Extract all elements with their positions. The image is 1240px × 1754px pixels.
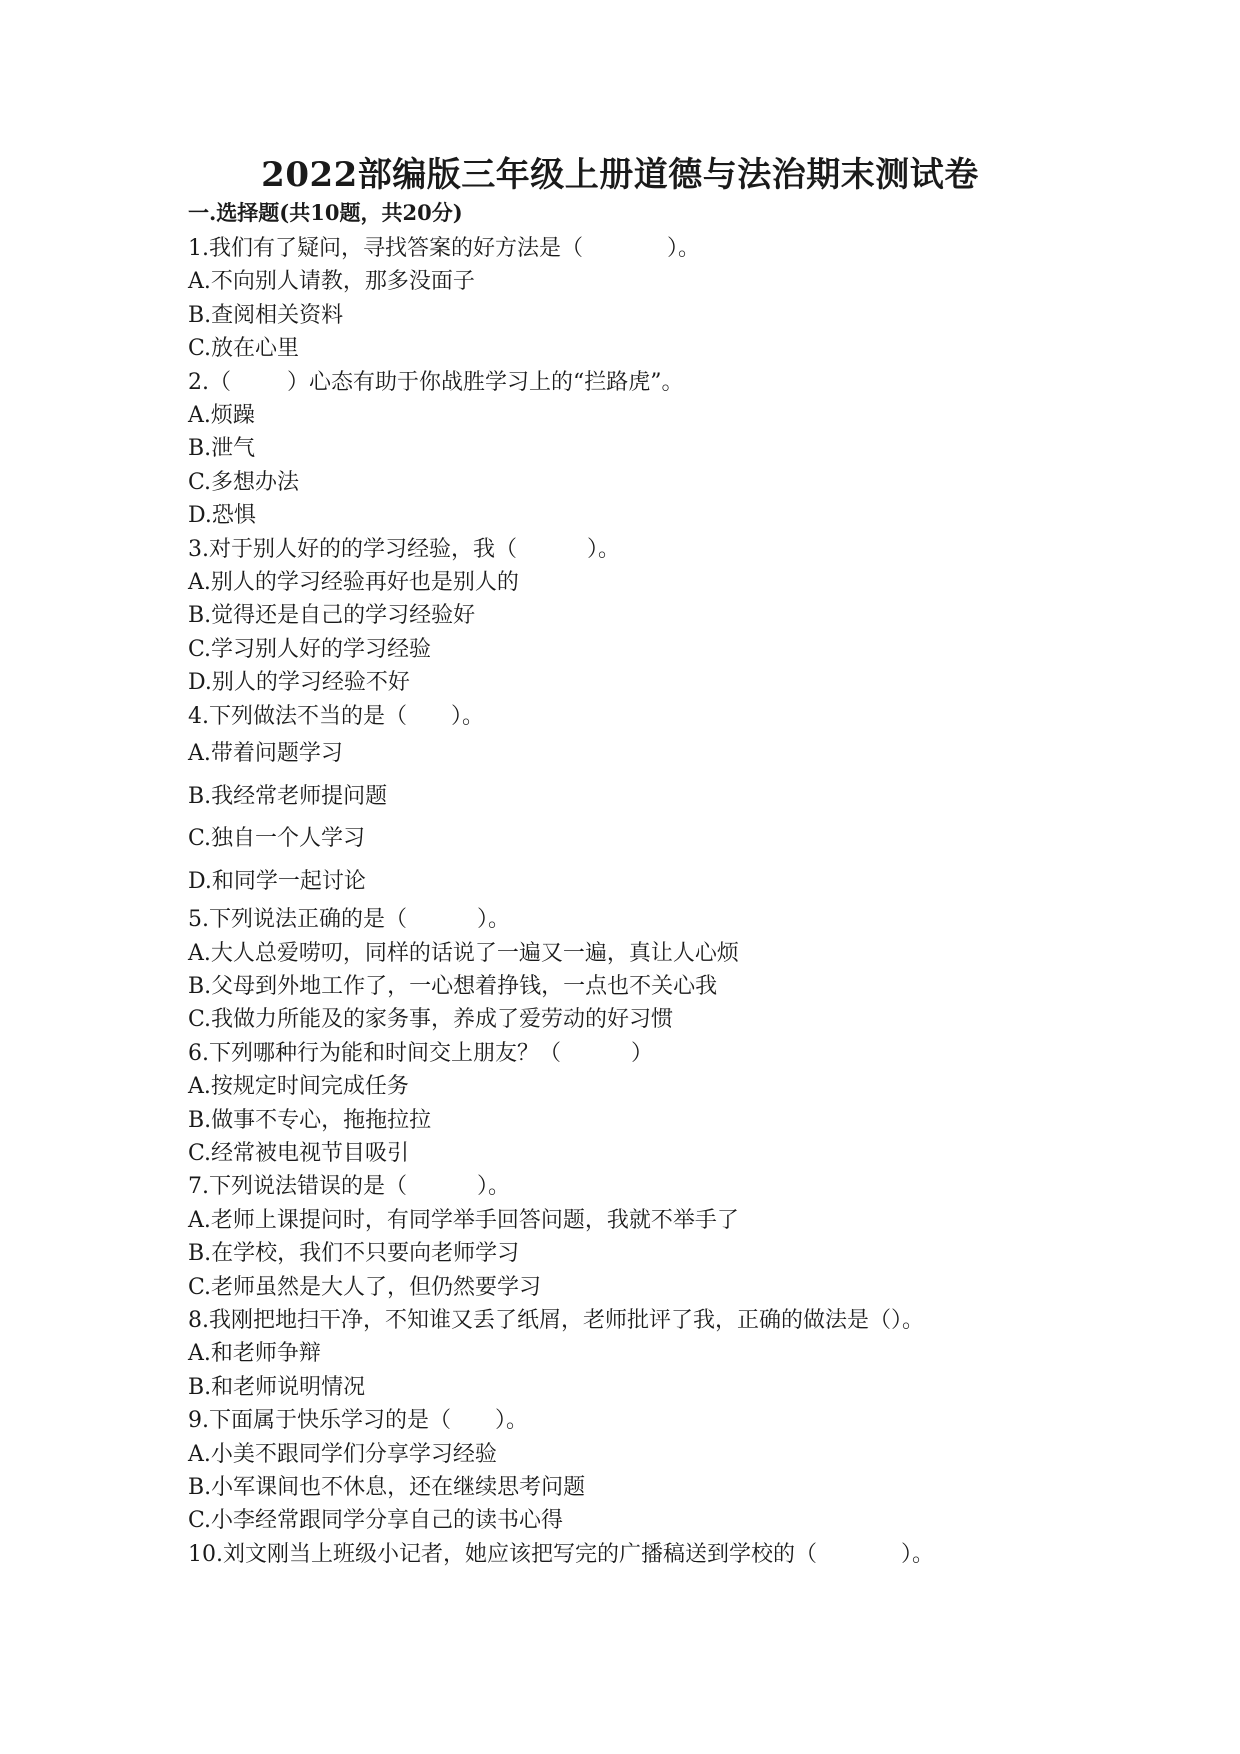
question-stem-text: 7.下列说法错误的是（	[188, 1174, 407, 1200]
question-list	[188, 232, 1018, 1571]
question-stem-end: ）	[631, 1040, 654, 1066]
question-8-option: A.和老师争辩	[188, 1341, 321, 1367]
question-stem-text: 6.下列哪种行为能和时间交上朋友？（	[188, 1040, 561, 1066]
question-9-stem	[188, 1404, 1018, 1437]
question-stem-end: ）。	[477, 1174, 511, 1200]
question-stem-text: 5.下列说法正确的是（	[188, 907, 407, 933]
question-stem-end: ）。	[495, 1408, 529, 1434]
question-stem-end: ）。	[891, 1307, 925, 1333]
question-7-option: C.老师虽然是大人了，但仍然要学习	[188, 1274, 542, 1300]
question-2-option: D.恐惧	[188, 503, 256, 529]
question-5-option: A.大人总爱唠叨，同样的话说了一遍又一遍，真让人心烦	[188, 940, 739, 966]
question-6-stem	[188, 1037, 1018, 1070]
question-7-stem	[188, 1170, 1018, 1203]
question-2-option: B.泄气	[188, 436, 256, 462]
question-3-stem	[188, 533, 1018, 566]
question-stem-text: 2.（	[188, 369, 231, 395]
question-8-option: B.和老师说明情况	[188, 1374, 366, 1400]
question-stem-text: 10.刘文刚当上班级小记者，她应该把写完的广播稿送到学校的（	[188, 1541, 817, 1567]
question-stem-end: ）。	[451, 703, 485, 729]
question-3-option: A.别人的学习经验再好也是别人的	[188, 570, 519, 596]
question-4-option: C.独自一个人学习	[188, 826, 366, 852]
question-4-option: A.带着问题学习	[188, 741, 343, 767]
question-4-stem	[188, 700, 1018, 733]
question-7-option: A.老师上课提问时，有同学举手回答问题，我就不举手了	[188, 1207, 739, 1233]
question-9-option: C.小李经常跟同学分享自己的读书心得	[188, 1508, 564, 1534]
page-title: 2022部编版三年级上册道德与法治期末测试卷	[261, 155, 979, 195]
question-stem-text: 9.下面属于快乐学习的是（	[188, 1408, 451, 1434]
question-6-option: C.经常被电视节目吸引	[188, 1140, 410, 1166]
question-1-option: B.查阅相关资料	[188, 302, 344, 328]
question-10-stem	[188, 1538, 1018, 1571]
question-stem-text: 4.下列做法不当的是（	[188, 703, 407, 729]
question-stem-text: 3.对于别人好的的学习经验，我（	[188, 536, 517, 562]
question-stem-end: ）。	[587, 536, 621, 562]
question-4-option: B.我经常老师提问题	[188, 783, 388, 809]
question-5-option: B.父母到外地工作了，一心想着挣钱，一点也不关心我	[188, 973, 718, 999]
question-4-option: D.和同学一起讨论	[188, 868, 366, 894]
question-8-stem	[188, 1304, 988, 1337]
question-2-stem	[188, 366, 1018, 399]
question-stem-end: ）。	[667, 236, 701, 261]
question-1-option: A.不向别人请教，那多没面子	[188, 269, 475, 295]
section-heading: 一.选择题(共10题，共20分)	[188, 200, 463, 225]
question-6-option: A.按规定时间完成任务	[188, 1074, 409, 1100]
question-3-option: C.学习别人好的学习经验	[188, 636, 432, 662]
question-stem-end: ）。	[477, 907, 511, 933]
question-1-stem	[188, 232, 1018, 265]
question-7-option: B.在学校，我们不只要向老师学习	[188, 1241, 520, 1267]
question-3-option: B.觉得还是自己的学习经验好	[188, 603, 476, 629]
question-9-option: A.小美不跟同学们分享学习经验	[188, 1441, 497, 1467]
question-5-stem	[188, 903, 1018, 936]
question-2-option: C.多想办法	[188, 469, 300, 495]
question-stem-end: ）。	[901, 1541, 935, 1567]
question-9-option: B.小军课间也不休息，还在继续思考问题	[188, 1475, 586, 1500]
question-stem-text: 1.我们有了疑问，寻找答案的好方法是（	[188, 236, 583, 261]
question-2-option: A.烦躁	[188, 403, 255, 429]
question-3-option: D.别人的学习经验不好	[188, 670, 410, 696]
question-stem-text: 8.我刚把地扫干净，不知谁又丢了纸屑，老师批评了我，正确的做法是（	[188, 1307, 891, 1333]
question-1-option: C.放在心里	[188, 336, 300, 362]
question-5-option: C.我做力所能及的家务事，养成了爱劳动的好习惯	[188, 1007, 674, 1033]
question-6-option: B.做事不专心，拖拖拉拉	[188, 1107, 432, 1133]
question-stem-end: ）心态有助于你战胜学习上的“拦路虎”。	[287, 369, 684, 395]
